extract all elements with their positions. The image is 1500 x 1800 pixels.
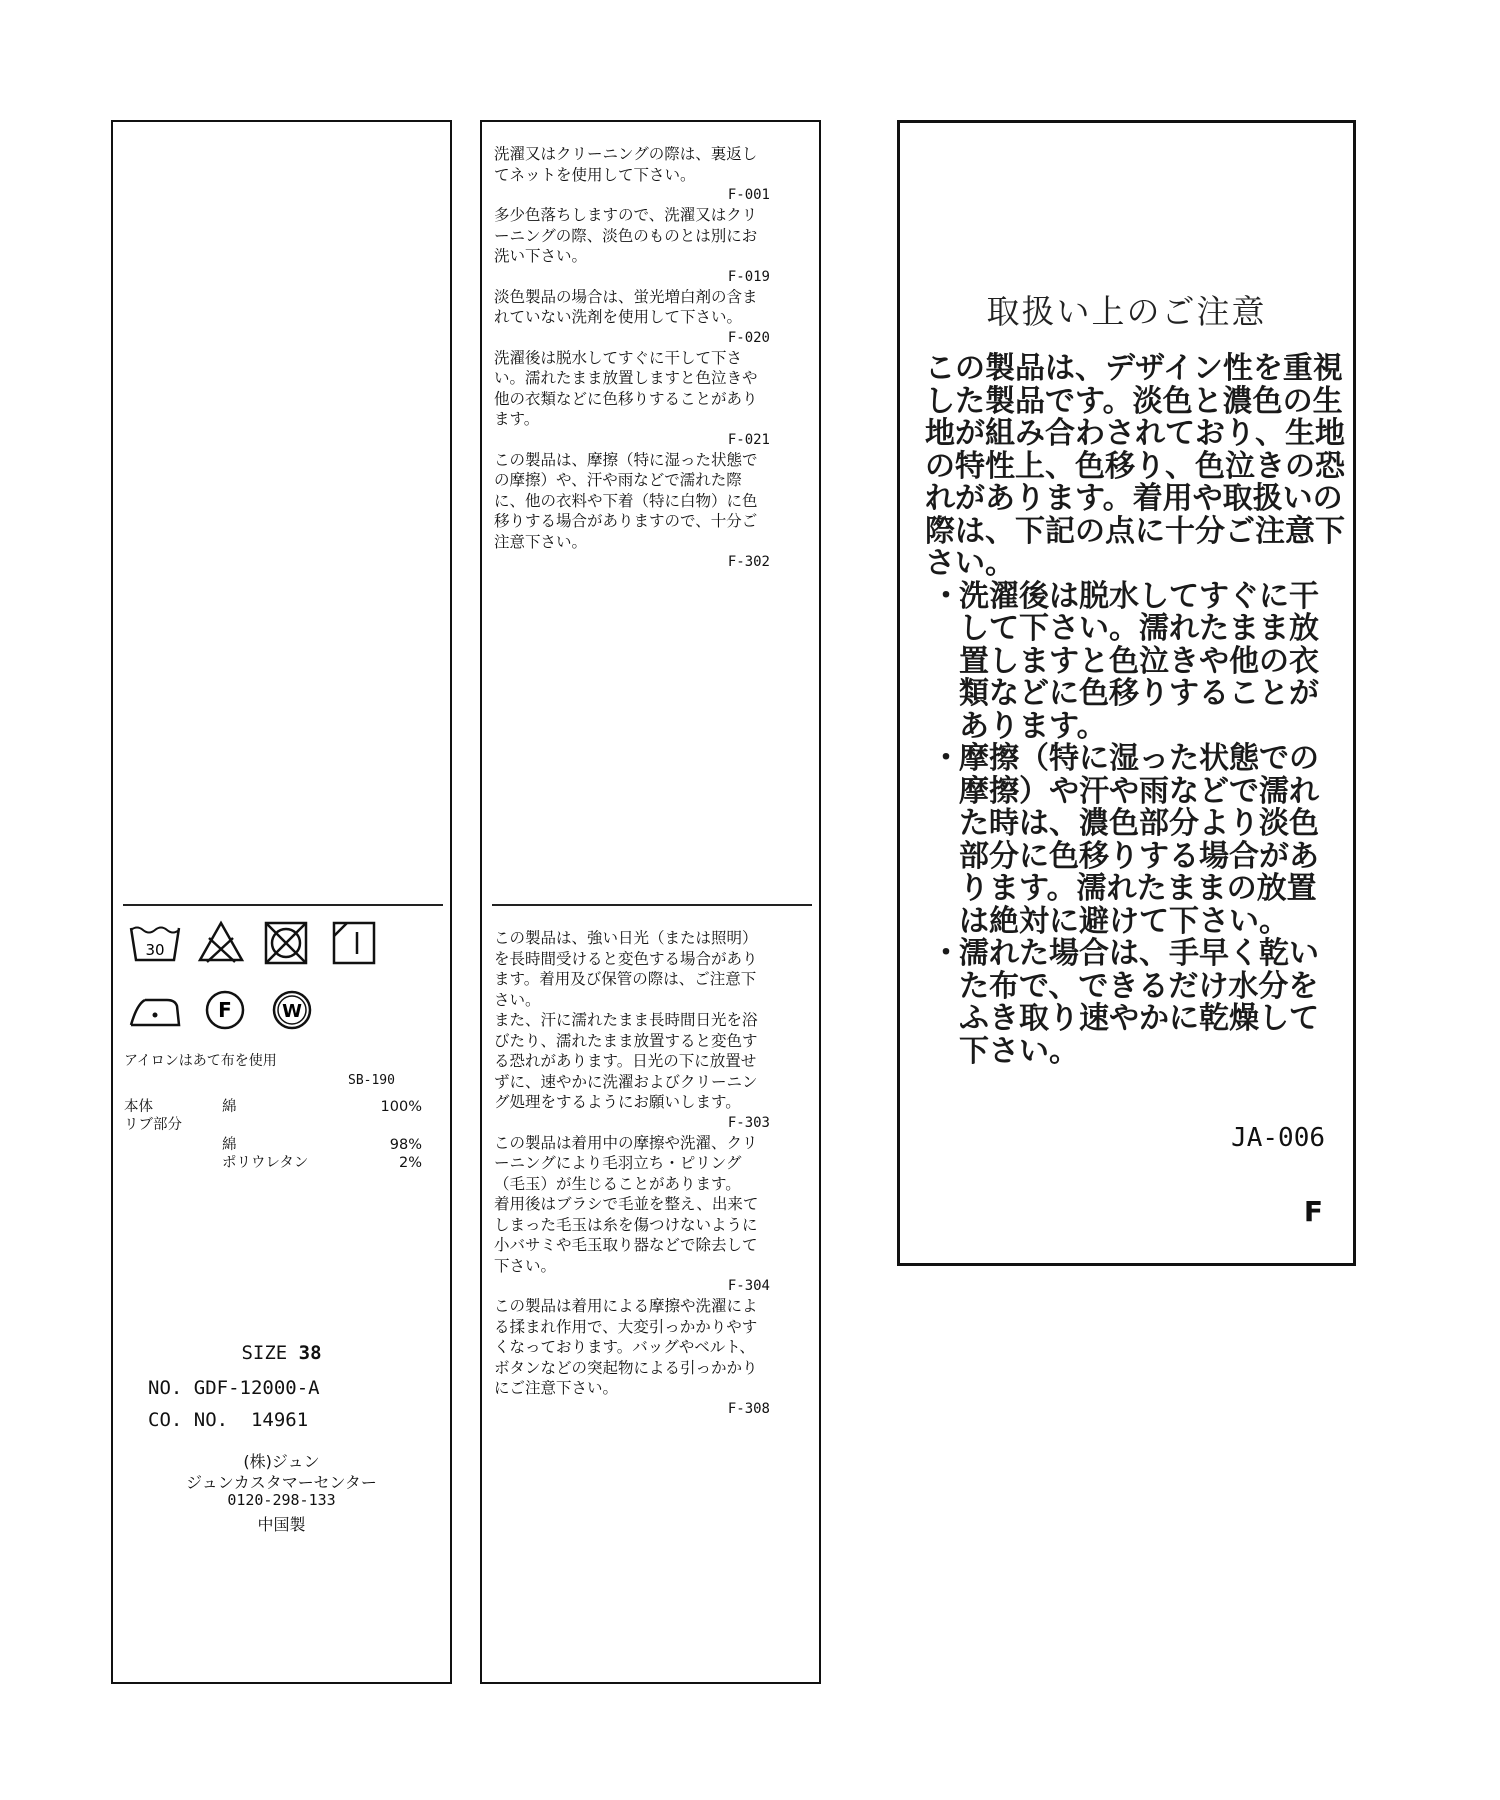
bullet-mark: ・ — [931, 741, 961, 776]
rib-material: ポリウレタン — [222, 1155, 309, 1171]
note-item — [494, 205, 770, 287]
caution-bullet — [925, 578, 1345, 744]
wash-30-icon — [129, 922, 181, 964]
note-item — [494, 287, 770, 348]
label-code: SB-190 — [348, 1073, 395, 1088]
caution-intro: この製品は、デザイン性を重視した製品です。淡色と濃色の生地が組み合わされており、生地の特性上、色移り、色泣きの恐れがあります。着用や取扱いの際は、下記の点に十分ご注意下さい。 — [925, 351, 1345, 581]
caution-bullet — [925, 743, 1345, 938]
line-dry-icon — [331, 920, 377, 966]
dry-clean-f-icon — [203, 988, 247, 1032]
care-caution-label — [897, 120, 1356, 1266]
wet-clean-w-icon — [270, 988, 314, 1032]
company-name: (株)ジュン — [243, 1452, 320, 1471]
note-item — [494, 348, 770, 450]
note-text: 多少色落ちしますので、洗濯又はクリーニングの際、淡色のものとは別にお洗い下さい。 — [494, 206, 758, 265]
care-label-composition — [111, 120, 452, 1684]
note-text: 洗濯後は脱水してすぐに干して下さい。濡れたまま放置しますと色泣きや他の衣類などに色移りすることがあります。 — [494, 348, 758, 428]
note-code: F-020 — [727, 329, 770, 346]
note-item — [494, 1296, 770, 1419]
support-center: ジュンカスタマーセンター — [186, 1473, 377, 1492]
note-text: 淡色製品の場合は、蛍光増白剤の含まれていない洗剤を使用して下さい。 — [494, 287, 758, 326]
note-item — [494, 1133, 770, 1297]
care-label-notes — [480, 120, 821, 1684]
body-label: 本体 — [124, 1099, 153, 1115]
note-code: F-304 — [727, 1278, 770, 1294]
iron-note: アイロンはあて布を使用 — [124, 1053, 277, 1069]
country-of-origin: 中国製 — [257, 1515, 306, 1534]
body-material: 綿 — [222, 1099, 237, 1115]
bullet-mark: ・ — [931, 578, 961, 614]
co-number: CO. NO. 14961 — [148, 1409, 309, 1431]
size-label: SIZE — [241, 1342, 288, 1364]
caution-bullet — [925, 938, 1345, 1068]
bottom-notes — [494, 928, 770, 1419]
note-code: F-303 — [727, 1114, 770, 1131]
note-text: この製品は着用中の摩擦や洗濯、クリーニングにより毛羽立ち・ピリング（毛玉）が生じることがあります。 着用後はブラシで毛並を整え、出来てしまった毛玉は糸を傷つけないように小バサミや毛玉取り器などで除去して下さい。 — [494, 1133, 759, 1275]
rib-material: 綿 — [222, 1137, 237, 1153]
note-text: この製品は着用による摩擦や洗濯による揉まれ作用で、大変引っかかりやすくなっております。バッグやベルト、ボタンなどの突起物による引っかかりにご注意下さい。 — [494, 1297, 758, 1397]
note-code: F-021 — [727, 431, 770, 448]
note-item — [494, 144, 770, 205]
bullet-mark: ・ — [931, 936, 961, 971]
divider — [492, 904, 812, 906]
note-code: F-302 — [727, 554, 770, 570]
corner-mark: F — [1303, 1195, 1323, 1228]
note-code: F-308 — [727, 1400, 770, 1417]
rib-label: リブ部分 — [124, 1117, 182, 1133]
bullet-text: 摩擦（特に湿った状態での摩擦）や汗や雨などで濡れた時は、濃色部分より淡色部分に色移りする場合があります。濡れたままの放置は絶対に避けて下さい。 — [959, 741, 1319, 939]
size-value: 38 — [298, 1342, 322, 1364]
body-percent: 100% — [380, 1099, 422, 1115]
caution-code: JA-006 — [1231, 1123, 1325, 1153]
support-phone: 0120-298-133 — [227, 1491, 336, 1509]
iron-low-icon — [127, 994, 183, 1030]
note-text: 洗濯又はクリーニングの際は、裏返してネットを使用して下さい。 — [494, 145, 758, 184]
note-text: この製品は、摩擦（特に湿った状態での摩擦）や、汗や雨などで濡れた際に、他の衣料や下着（特に白物）に色移りする場合がありますので、十分ご注意下さい。 — [494, 450, 758, 551]
top-notes — [494, 144, 770, 572]
note-code: F-019 — [727, 268, 770, 285]
wet-clean-letter: W — [282, 1001, 302, 1022]
rib-percent: 2% — [398, 1155, 422, 1171]
note-item — [494, 450, 770, 573]
note-item — [494, 928, 770, 1133]
note-text: この製品は、強い日光（または照明）を長時間受けると変色する場合があります。着用及び保管の際は、ご注意下さい。 また、汗に濡れたまま長時間日光を浴びたり、濡れたまま放置すると変色する恐れがあります。日光の下に放置せずに、速やかに洗濯およびクリーニング処理をするようにお願いします。 — [494, 929, 758, 1111]
caution-title: 取扱い上のご注意 — [986, 292, 1267, 331]
no-bleach-icon — [197, 920, 245, 964]
no-tumble-dry-icon — [263, 920, 309, 966]
caution-body — [925, 353, 1345, 1068]
bullet-text: 濡れた場合は、手早く乾いた布で、できるだけ水分をふき取り速やかに乾燥して下さい。 — [959, 936, 1319, 1069]
wash-temp-text: 30 — [145, 941, 165, 959]
divider — [123, 904, 443, 906]
dry-clean-letter: F — [218, 998, 232, 1022]
size-line — [113, 1342, 450, 1364]
rib-percent: 98% — [389, 1137, 422, 1153]
product-number: NO. GDF-12000-A — [148, 1377, 320, 1399]
note-code: F-001 — [727, 187, 770, 203]
bullet-text: 洗濯後は脱水してすぐに干して下さい。濡れたまま放置しますと色泣きや他の衣類などに色移りすることがあります。 — [959, 578, 1319, 744]
